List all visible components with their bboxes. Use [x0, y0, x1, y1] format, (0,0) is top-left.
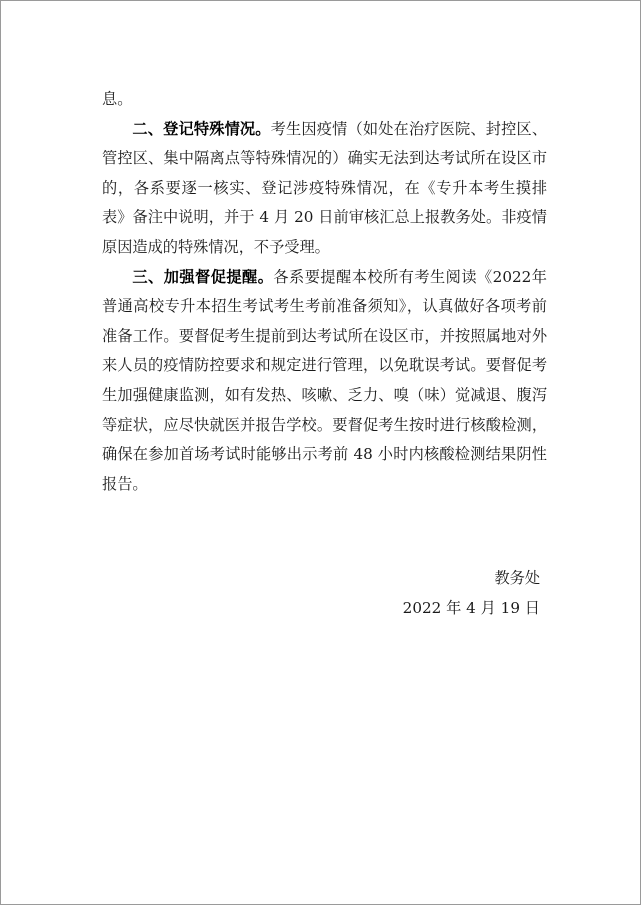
signature-date: 2022 年 4 月 19 日	[402, 599, 540, 617]
section-2-heading: 二、登记特殊情况。	[132, 119, 271, 138]
section-2-paragraph	[102, 115, 547, 263]
document-body	[102, 85, 547, 499]
section-3-paragraph	[102, 263, 547, 500]
continued-line: 息。	[102, 90, 133, 108]
section-3-heading: 三、加强督促提醒。	[132, 267, 274, 286]
section-2-body: 考生因疫情（如处在治疗医院、封控区、管控区、集中隔离点等特殊情况的）确实无法到达考试所在设区市的，各系要逐一核实、登记涉疫特殊情况，在《专升本考生摸排表》备注中说明，并于 4 月 20 日前审核汇总上报教务处。非疫情原因造成的特殊情况，不予受理。	[102, 119, 548, 256]
signature-org: 教务处	[494, 569, 540, 587]
section-3-body: 各系要提醒本校所有考生阅读《2022年普通高校专升本招生考试考生考前准备须知》，认真做好各项考前准备工作。要督促考生提前到达考试所在设区市，并按照属地对外来人员的疫情防控要求和规定进行管理，以免耽误考试。要督促考生加强健康监测，如有发热、咳嗽、乏力、嗅（味）觉减退、腹泻等症状，应尽快就医并报告学校。要督促考生按时进行核酸检测，确保在参加首场考试时能够出示考前 48 小时内核酸检测结果阴性报告。	[102, 267, 547, 493]
